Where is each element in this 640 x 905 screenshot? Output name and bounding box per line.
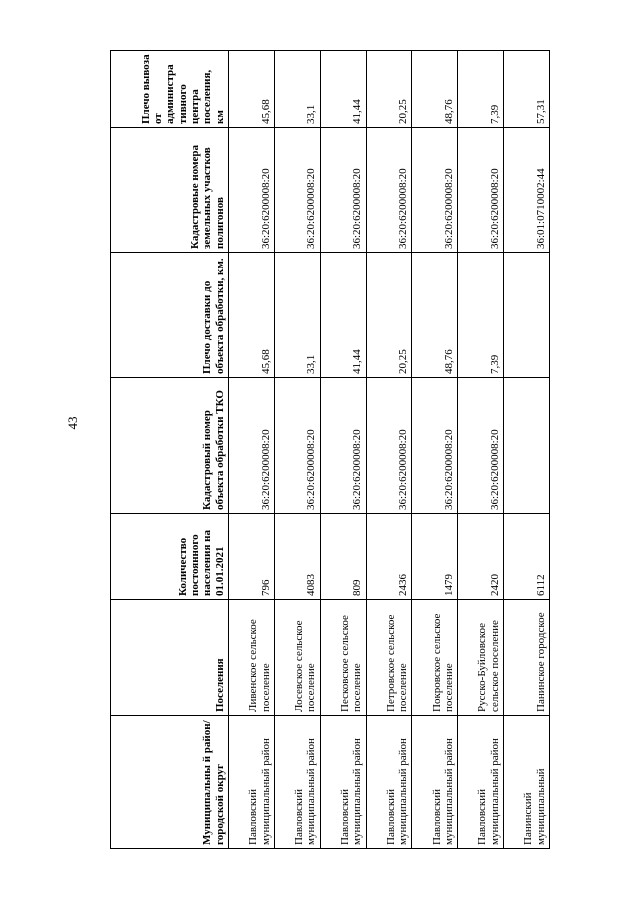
table-row [458,51,504,849]
cell-landfill-cadastral: 36:20:6200008:20 [320,128,366,253]
table-row [366,51,412,849]
cell-processing-cadastral: 36:20:6200008:20 [229,378,275,514]
table-container [110,51,550,849]
header-processing-cadastral: Кадастровый номер объекта обработки ТКО [111,378,229,514]
cell-processing-cadastral [504,378,550,514]
cell-removal-distance: 41,44 [320,51,366,128]
cell-removal-distance: 57,31 [504,51,550,128]
cell-district: Павловский муниципальный район [320,716,366,849]
cell-landfill-cadastral: 36:01:0710002:44 [504,128,550,253]
cell-population: 6112 [504,514,550,600]
header-landfill-cadastral: Кадастровые номера земельных участков полигонов [111,128,229,253]
cell-settlement: Петровское сельское поселение [366,600,412,716]
cell-landfill-cadastral: 36:20:6200008:20 [458,128,504,253]
cell-removal-distance: 7,39 [458,51,504,128]
cell-settlement: Ливенское сельское поселение [229,600,275,716]
cell-district: Павловский муниципальный район [274,716,320,849]
cell-processing-cadastral: 36:20:6200008:20 [366,378,412,514]
cell-population: 2436 [366,514,412,600]
cell-removal-distance: 33,1 [274,51,320,128]
cell-processing-cadastral: 36:20:6200008:20 [274,378,320,514]
table-row [504,51,550,849]
cell-delivery-distance: 48,76 [412,253,458,378]
cell-removal-distance: 45,68 [229,51,275,128]
cell-settlement: Покровское сельское поселение [412,600,458,716]
cell-population: 796 [229,514,275,600]
header-settlement: Поселения [111,600,229,716]
settlements-table [110,50,550,849]
cell-delivery-distance: 33,1 [274,253,320,378]
cell-removal-distance: 48,76 [412,51,458,128]
table-row [412,51,458,849]
cell-settlement: Песковское сельское поселение [320,600,366,716]
table-row [229,51,275,849]
cell-landfill-cadastral: 36:20:6200008:20 [412,128,458,253]
cell-processing-cadastral: 36:20:6200008:20 [458,378,504,514]
page-number: 43 [65,416,80,430]
header-delivery-distance: Плечо доставки до объекта обработки, км. [111,253,229,378]
cell-processing-cadastral: 36:20:6200008:20 [320,378,366,514]
cell-delivery-distance: 45,68 [229,253,275,378]
cell-removal-distance: 20,25 [366,51,412,128]
cell-district: Павловский муниципальный район [412,716,458,849]
cell-population: 2420 [458,514,504,600]
header-district: Муниципальны й район/ городской округ [111,716,229,849]
cell-landfill-cadastral: 36:20:6200008:20 [366,128,412,253]
rotated-table-frame [110,51,550,849]
cell-landfill-cadastral: 36:20:6200008:20 [229,128,275,253]
cell-district: Павловский муниципальный район [458,716,504,849]
cell-delivery-distance: 20,25 [366,253,412,378]
table-header-row [111,51,229,849]
header-removal-distance: Плечо вывоза от администра тивного центра поселения, км [111,51,229,128]
cell-district: Павловский муниципальный район [366,716,412,849]
table-row [274,51,320,849]
cell-landfill-cadastral: 36:20:6200008:20 [274,128,320,253]
cell-district: Павловский муниципальный район [229,716,275,849]
cell-district: Панинский муниципальный [504,716,550,849]
header-population: Количество постоянного населения на 01.01.2021 [111,514,229,600]
cell-settlement: Русско-Буйловское сельское поселение [458,600,504,716]
table-row [320,51,366,849]
cell-population: 4083 [274,514,320,600]
cell-settlement: Лосевское сельское поселение [274,600,320,716]
cell-settlement: Панинское городское [504,600,550,716]
cell-population: 809 [320,514,366,600]
cell-delivery-distance: 7,39 [458,253,504,378]
cell-population: 1479 [412,514,458,600]
cell-delivery-distance: 41,44 [320,253,366,378]
cell-processing-cadastral: 36:20:6200008:20 [412,378,458,514]
cell-delivery-distance [504,253,550,378]
